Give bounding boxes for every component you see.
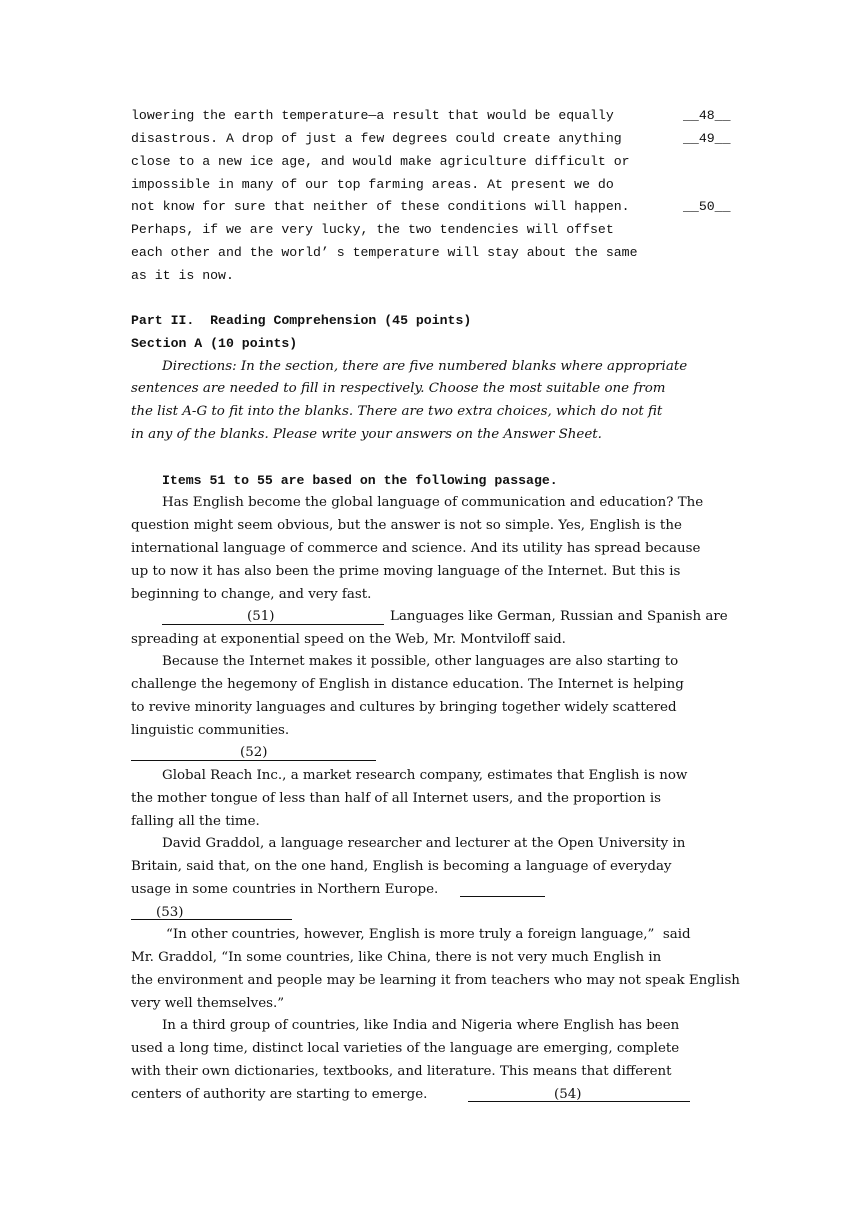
passage-line: Britain, said that, on the one hand, English is becoming a language of everyday <box>131 859 672 874</box>
passage-line: Global Reach Inc., a market research company, estimates that English is now <box>162 768 688 783</box>
passage-line: “In other countries, however, English is more truly a foreign language,” said <box>166 927 691 942</box>
directions-line: sentences are needed to fill in respectively. Choose the most suitable one from <box>131 381 666 396</box>
blank-53-line-start[interactable] <box>460 896 545 897</box>
blank-53-label: (53) <box>156 905 184 920</box>
passage-line: question might seem obvious, but the answer is not so simple. Yes, English is the <box>131 518 682 533</box>
passage-line: Has English become the global language of communication and education? The <box>162 495 704 510</box>
passage-line: spreading at exponential speed on the Web, Mr. Montviloff said. <box>131 632 566 647</box>
passage-line: to revive minority languages and cultures by bringing together widely scattered <box>131 700 677 715</box>
directions-line: in any of the blanks. Please write your answers on the Answer Sheet. <box>131 427 602 442</box>
passage-line: usage in some countries in Northern Europe. <box>131 882 439 897</box>
passage-line: very well themselves.” <box>131 996 285 1011</box>
items-heading: Items 51 to 55 are based on the following passage. <box>162 473 558 488</box>
blank-54-line[interactable] <box>468 1101 690 1102</box>
passage-line: Mr. Graddol, “In some countries, like China, there is not very much English in <box>131 950 662 965</box>
passage-line: Languages like German, Russian and Spanish are <box>390 609 728 624</box>
blank-number-49: __49__ <box>683 131 731 146</box>
passage-line: linguistic communities. <box>131 723 290 738</box>
cloze-line: close to a new ice age, and would make agriculture difficult or <box>131 154 630 169</box>
section-heading: Section A (10 points) <box>131 336 298 351</box>
cloze-line: Perhaps, if we are very lucky, the two tendencies will offset <box>131 222 614 237</box>
blank-54-label: (54) <box>554 1087 582 1102</box>
passage-line: challenge the hegemony of English in distance education. The Internet is helping <box>131 677 684 692</box>
passage-line: international language of commerce and science. And its utility has spread because <box>131 541 701 556</box>
blank-52-line[interactable] <box>131 760 376 761</box>
passage-line: the mother tongue of less than half of all Internet users, and the proportion is <box>131 791 661 806</box>
directions-line: Directions: In the section, there are five numbered blanks where appropriate <box>162 359 688 374</box>
passage-line: David Graddol, a language researcher and lecturer at the Open University in <box>162 836 686 851</box>
cloze-line: disastrous. A drop of just a few degrees could create anything <box>131 131 622 146</box>
passage-line: beginning to change, and very fast. <box>131 587 372 602</box>
cloze-line: impossible in many of our top farming areas. At present we do <box>131 177 614 192</box>
cloze-line: as it is now. <box>131 268 234 283</box>
cloze-line: not know for sure that neither of these conditions will happen. <box>131 199 630 214</box>
passage-line: used a long time, distinct local varieties of the language are emerging, complete <box>131 1041 680 1056</box>
passage-line: In a third group of countries, like India and Nigeria where English has been <box>162 1018 680 1033</box>
directions-line: the list A-G to fit into the blanks. There are two extra choices, which do not fit <box>131 404 663 419</box>
blank-51-label: (51) <box>247 609 275 624</box>
passage-line: falling all the time. <box>131 814 260 829</box>
blank-number-48: __48__ <box>683 108 731 123</box>
blank-number-50: __50__ <box>683 199 731 214</box>
part-heading: Part II. Reading Comprehension (45 points) <box>131 313 472 328</box>
blank-52-label: (52) <box>240 745 268 760</box>
passage-line: the environment and people may be learning it from teachers who may not speak English <box>131 973 740 988</box>
blank-53-line[interactable] <box>131 919 292 920</box>
passage-line: up to now it has also been the prime moving language of the Internet. But this is <box>131 564 681 579</box>
passage-line: centers of authority are starting to emerge. <box>131 1087 428 1102</box>
cloze-line: lowering the earth temperature—a result that would be equally <box>131 108 614 123</box>
passage-line: with their own dictionaries, textbooks, and literature. This means that different <box>131 1064 672 1079</box>
cloze-line: each other and the world’ s temperature will stay about the same <box>131 245 638 260</box>
passage-line: Because the Internet makes it possible, other languages are also starting to <box>162 654 679 669</box>
